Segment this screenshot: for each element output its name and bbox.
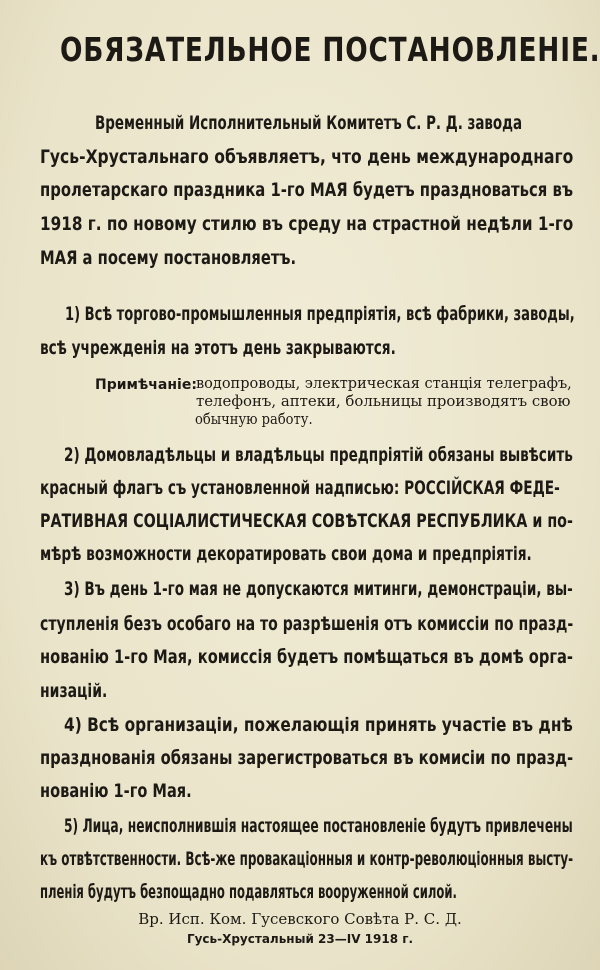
item1-line: 1) Всѣ торгово-промышленныя предпріятія, всѣ фабрики, заводы, xyxy=(65,303,575,325)
note-label: Примѣчаніе: xyxy=(95,377,197,393)
intro-line: Временный Исполнительный Комитетъ С. Р. Д. завода xyxy=(95,112,523,134)
intro-line: МАЯ а посему постановляетъ. xyxy=(40,247,297,269)
item4-line: нованію 1-го Мая. xyxy=(40,780,192,802)
item2-line: мѣрѣ возможности декоратировать свои дома и предпріятія. xyxy=(40,543,532,565)
item1-line: всѣ учрежденія на этотъ день закрываются. xyxy=(40,337,396,359)
intro-line: 1918 г. по новому стилю въ среду на страстной недѣли 1-го xyxy=(40,213,574,235)
intro-line: Гусь-Хрустальнаго объявляетъ, что день международнаго xyxy=(40,146,574,168)
item5-line: 5) Лица, неисполнившія настоящее постановленіе будутъ привлечены xyxy=(64,815,573,837)
item3-line: низацій. xyxy=(40,680,108,702)
poster-title: ОБЯЗАТЕЛЬНОЕ ПОСТАНОВЛЕНІЕ. xyxy=(60,30,600,69)
item2-line: красный флагъ съ установленной надписью: РОССІЙСКАЯ ФЕДЕ- xyxy=(40,477,560,499)
item2-line: РАТИВНАЯ СОЦІАЛИСТИЧЕСКАЯ СОВѢТСКАЯ РЕСПУБЛИКА и по- xyxy=(40,510,573,532)
note-line: обычную работу. xyxy=(195,412,313,428)
note-line: водопроводы, электрическая станція телеграфъ, xyxy=(196,376,572,392)
item3-line: ступленія безъ особаго на то разрѣшенія отъ комиссіи по празд- xyxy=(40,613,574,635)
item4-line: празднованія обязаны зарегистроваться въ комисіи по празд- xyxy=(40,747,574,769)
note-line: телефонъ, аптеки, больницы производятъ свою xyxy=(196,394,571,410)
place-date: Гусь-Хрустальный 23—IV 1918 г. xyxy=(186,932,414,946)
item3-line: нованію 1-го Мая, комиссія будетъ помѣщаться въ домѣ орга- xyxy=(40,646,573,668)
item2-line: 2) Домовладѣльцы и владѣльцы предпріятій обязаны вывѣсить xyxy=(64,444,573,466)
item5-line: пленія будутъ безпощадно подавляться вооруженной силой. xyxy=(40,881,457,903)
intro-line: пролетарскаго праздника 1-го МАЯ будетъ праздноваться въ xyxy=(40,179,574,201)
item3-line: 3) Въ день 1-го мая не допускаются митинги, демонстраціи, вы- xyxy=(64,578,573,600)
item4-line: 4) Всѣ организаціи, пожелающія принять участіе въ днѣ xyxy=(64,714,573,736)
item5-line: къ отвѣтственности. Всѣ-же провакаціонныя и контр-революціонныя высту- xyxy=(40,848,574,870)
signature: Вр. Исп. Ком. Гусевского Совѣта Р. С. Д. xyxy=(138,910,462,928)
